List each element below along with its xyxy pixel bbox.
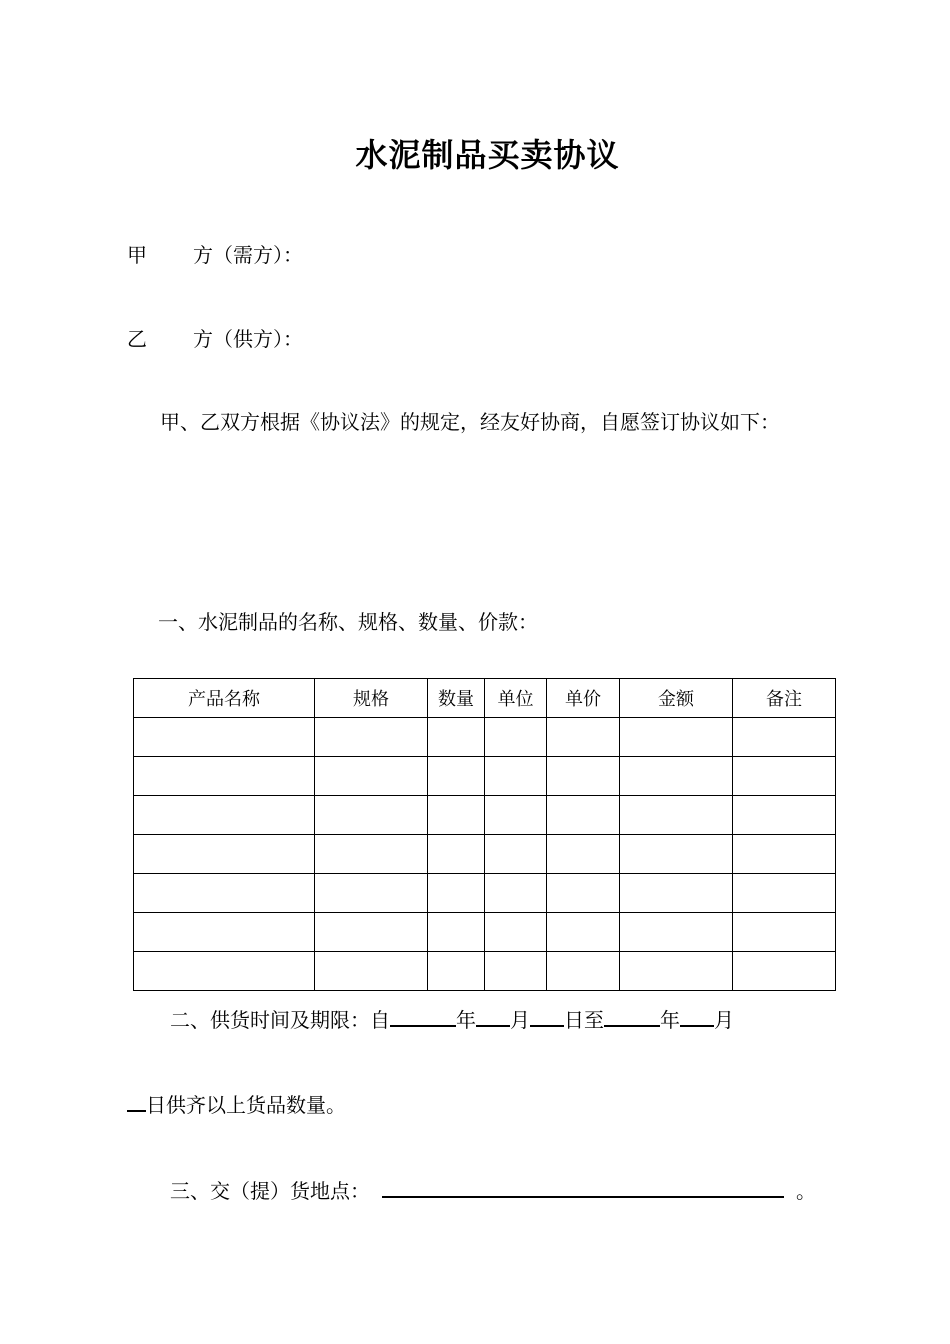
- table-cell[interactable]: [428, 952, 485, 991]
- table-cell[interactable]: [315, 757, 428, 796]
- section-3-prefix: 三、交（提）货地点：: [170, 1179, 370, 1203]
- table-cell[interactable]: [620, 718, 733, 757]
- table-cell[interactable]: [134, 757, 315, 796]
- table-cell[interactable]: [315, 952, 428, 991]
- start-year-blank[interactable]: [390, 1007, 456, 1027]
- table-cell[interactable]: [315, 718, 428, 757]
- table-row: [134, 757, 836, 796]
- end-year-blank[interactable]: [604, 1007, 660, 1027]
- table-cell[interactable]: [315, 913, 428, 952]
- start-day-blank[interactable]: [530, 1007, 564, 1027]
- table-cell[interactable]: [134, 718, 315, 757]
- header-unit-price: 单价: [547, 679, 620, 718]
- table-cell[interactable]: [315, 796, 428, 835]
- table-cell[interactable]: [547, 913, 620, 952]
- table-cell[interactable]: [733, 796, 836, 835]
- table-cell[interactable]: [485, 913, 547, 952]
- table-cell[interactable]: [620, 796, 733, 835]
- start-day-to-label: 日至: [564, 1008, 604, 1032]
- table-cell[interactable]: [733, 874, 836, 913]
- table-cell[interactable]: [620, 874, 733, 913]
- section-2-prefix: 二、供货时间及期限：自: [170, 1008, 390, 1032]
- table-cell[interactable]: [428, 796, 485, 835]
- table-cell[interactable]: [134, 796, 315, 835]
- table-cell[interactable]: [485, 757, 547, 796]
- table-cell[interactable]: [547, 757, 620, 796]
- end-month-blank[interactable]: [680, 1007, 714, 1027]
- table-cell[interactable]: [547, 835, 620, 874]
- table-row: [134, 796, 836, 835]
- table-cell[interactable]: [733, 835, 836, 874]
- document-title: 水泥制品买卖协议: [355, 136, 620, 174]
- table-row: [134, 952, 836, 991]
- table-cell[interactable]: [547, 718, 620, 757]
- delivery-location-blank[interactable]: [382, 1178, 784, 1198]
- party-b-role: 方（供方）：: [193, 327, 303, 351]
- table-cell[interactable]: [485, 796, 547, 835]
- party-a-role: 方（需方）：: [193, 243, 303, 267]
- header-quantity: 数量: [428, 679, 485, 718]
- table-cell[interactable]: [134, 874, 315, 913]
- header-spec: 规格: [315, 679, 428, 718]
- table-header-row: [134, 679, 836, 718]
- table-cell[interactable]: [547, 796, 620, 835]
- table-cell[interactable]: [620, 835, 733, 874]
- table-cell[interactable]: [547, 874, 620, 913]
- table-cell[interactable]: [428, 835, 485, 874]
- table-cell[interactable]: [134, 835, 315, 874]
- table-cell[interactable]: [428, 874, 485, 913]
- section-2-ending: 日供齐以上货品数量。: [146, 1093, 346, 1117]
- table-cell[interactable]: [134, 952, 315, 991]
- section-2-line-2: [127, 1092, 346, 1117]
- table-cell[interactable]: [733, 952, 836, 991]
- header-unit: 单位: [485, 679, 547, 718]
- section-1-heading: 一、水泥制品的名称、规格、数量、价款：: [158, 610, 538, 634]
- intro-paragraph: 甲、乙双方根据《协议法》的规定，经友好协商，自愿签订协议如下：: [160, 410, 780, 434]
- section-3-suffix: 。: [796, 1179, 816, 1203]
- section-2-line-1: [170, 1007, 734, 1032]
- table-row: [134, 835, 836, 874]
- table-row: [134, 718, 836, 757]
- start-year-label: 年: [456, 1008, 476, 1032]
- table-cell[interactable]: [315, 874, 428, 913]
- table-cell[interactable]: [733, 757, 836, 796]
- section-3-line: [170, 1178, 816, 1203]
- table-cell[interactable]: [485, 835, 547, 874]
- table-cell[interactable]: [485, 874, 547, 913]
- party-a-label: 甲: [127, 243, 147, 267]
- goods-table-body: [134, 718, 836, 991]
- end-day-blank[interactable]: [127, 1092, 146, 1112]
- table-cell[interactable]: [733, 913, 836, 952]
- table-cell[interactable]: [134, 913, 315, 952]
- table-cell[interactable]: [733, 718, 836, 757]
- end-year-label: 年: [660, 1008, 680, 1032]
- start-month-blank[interactable]: [476, 1007, 510, 1027]
- table-cell[interactable]: [315, 835, 428, 874]
- start-month-label: 月: [510, 1008, 530, 1032]
- table-cell[interactable]: [485, 718, 547, 757]
- party-b-label: 乙: [127, 327, 147, 351]
- goods-table: [133, 678, 836, 991]
- end-month-label: 月: [714, 1008, 734, 1032]
- table-row: [134, 874, 836, 913]
- table-cell[interactable]: [620, 913, 733, 952]
- table-cell[interactable]: [428, 913, 485, 952]
- header-amount: 金额: [620, 679, 733, 718]
- table-cell[interactable]: [428, 757, 485, 796]
- table-cell[interactable]: [547, 952, 620, 991]
- table-cell[interactable]: [485, 952, 547, 991]
- header-product-name: 产品名称: [134, 679, 315, 718]
- table-cell[interactable]: [428, 718, 485, 757]
- table-cell[interactable]: [620, 952, 733, 991]
- table-cell[interactable]: [620, 757, 733, 796]
- header-remarks: 备注: [733, 679, 836, 718]
- table-row: [134, 913, 836, 952]
